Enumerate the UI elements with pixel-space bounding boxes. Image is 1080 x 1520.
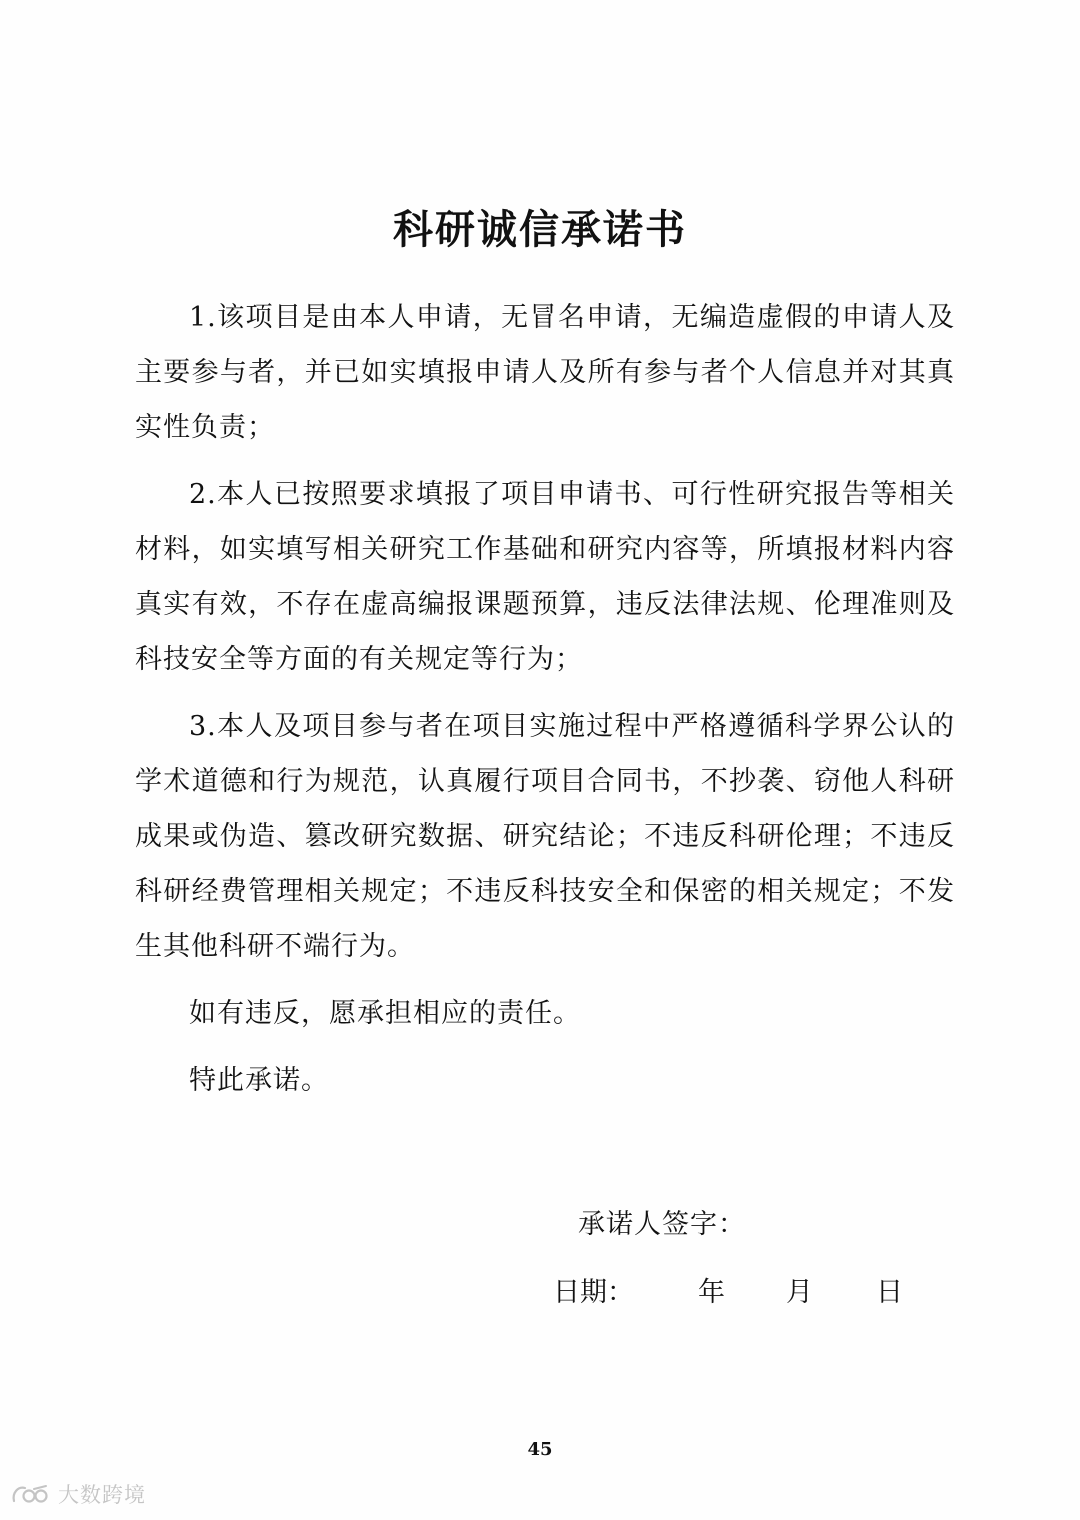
violation-statement: 如有违反，愿承担相应的责任。 <box>189 998 581 1029</box>
date-year-label: 年 <box>698 1277 725 1308</box>
closing-statement: 特此承诺。 <box>189 1065 329 1096</box>
document-body <box>135 290 955 1108</box>
watermark-logo-icon <box>10 1481 52 1507</box>
watermark-text: 大数跨境 <box>58 1483 146 1507</box>
paragraph-item-1: 1.该项目是由本人申请，无冒名申请，无编造虚假的申请人及主要参与者，并已如实填报申请人及所有参与者个人信息并对其真实性负责； <box>135 302 955 443</box>
signature-label: 承诺人签字： <box>578 1209 746 1240</box>
watermark <box>10 1477 146 1511</box>
page-number: 45 <box>527 1439 553 1460</box>
paragraph-item-3: 3.本人及项目参与者在项目实施过程中严格遵循科学界公认的学术道德和行为规范，认真履行项目合同书，不抄袭、窃他人科研成果或伪造、篡改研究数据、研究结论；不违反科研伦理；不违反科研经费管理相关规定；不违反科技安全和保密的相关规定；不发生其他科研不端行为。 <box>135 711 955 962</box>
date-label: 日期： <box>553 1277 634 1308</box>
date-month-label: 月 <box>786 1277 813 1308</box>
document-title: 科研诚信承诺书 <box>393 206 687 253</box>
paragraph-item-2: 2.本人已按照要求填报了项目申请书、可行性研究报告等相关材料，如实填写相关研究工作基础和研究内容等，所填报材料内容真实有效，不存在虚高编报课题预算，违反法律法规、伦理准则及科技安全等方面的有关规定等行为； <box>135 479 955 675</box>
date-day-label: 日 <box>876 1277 903 1308</box>
